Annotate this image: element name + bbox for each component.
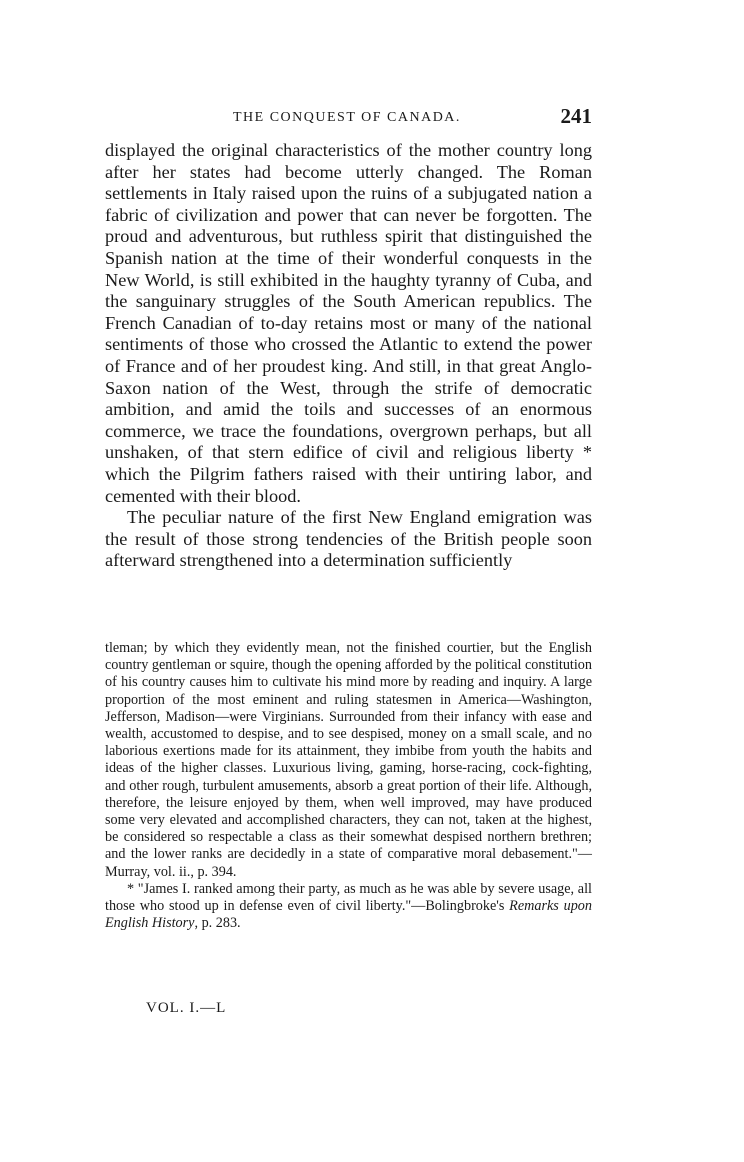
footnote-star-suffix: , p. 283. [194, 915, 241, 932]
footnotes [105, 640, 592, 932]
running-head [105, 104, 592, 134]
main-text [105, 140, 592, 572]
footnote-star-title: Remarks upon English History [105, 898, 592, 932]
body-paragraph-2: The peculiar nature of the first New England emigration was the result of those strong tendencies of the British people soon afterward strengthened into a determination sufficiently [105, 507, 592, 571]
footnote-continued: tleman; by which they evidently mean, not the finished courtier, but the English country gentleman or squire, though the opening afforded by the political constitution of his country causes him to cultivate his mind more by reading and inquiry. A large proportion of the most eminent and ruling statesmen in America—Washington, Jefferson, Madison—were Virginians. Surrounded from their infancy with ease and wealth, accustomed to despise, and to see despised, money on a small scale, and no laborious exertions made for its attainment, they imbibe from youth the habits and ideas of the higher classes. Luxurious living, gaming, horse-racing, cock-fighting, and other rough, turbulent amusements, absorb a great portion of their life. Although, therefore, the leisure enjoyed by them, when well improved, may have produced some very elevated and accomplished characters, they can not, taken at the highest, be considered so respectable a class as their somewhat despised northern brethren; and the lower ranks are decidedly in a state of comparative moral debasement."—Murray, vol. ii., p. 394. [105, 640, 592, 880]
running-head-title: THE CONQUEST OF CANADA. [233, 110, 461, 125]
footnote-star [105, 881, 592, 933]
signature-mark: VOL. I.—L [146, 1000, 227, 1016]
body-paragraph-1: displayed the original characteristics of the mother country long after her states had become utterly changed. The Roman settlements in Italy raised upon the ruins of a subjugated nation a fabric of civilization and power that can never be forgotten. The proud and adventurous, but ruthless spirit that distinguished the Spanish nation at the time of their wonderful conquests in the New World, is still exhibited in the haughty tyranny of Cuba, and the sanguinary struggles of the South American republics. The French Canadian of to-day retains most or many of the national sentiments of those who crossed the Atlantic to extend the power of France and of her proudest king. And still, in that great Anglo-Saxon nation of the West, through the strife of democratic ambition, and amid the toils and successes of an enormous commerce, we trace the foundations, overgrown perhaps, but all unshaken, of that stern edifice of civil and religious liberty * which the Pilgrim fathers raised with their untiring labor, and cemented with their blood. [105, 140, 592, 506]
page-number: 241 [560, 104, 592, 128]
footnote-star-text: * "James I. ranked among their party, as much as he was able by severe usage, all those who stood up in defense even of civil liberty."—Bolingbroke's [105, 880, 592, 915]
